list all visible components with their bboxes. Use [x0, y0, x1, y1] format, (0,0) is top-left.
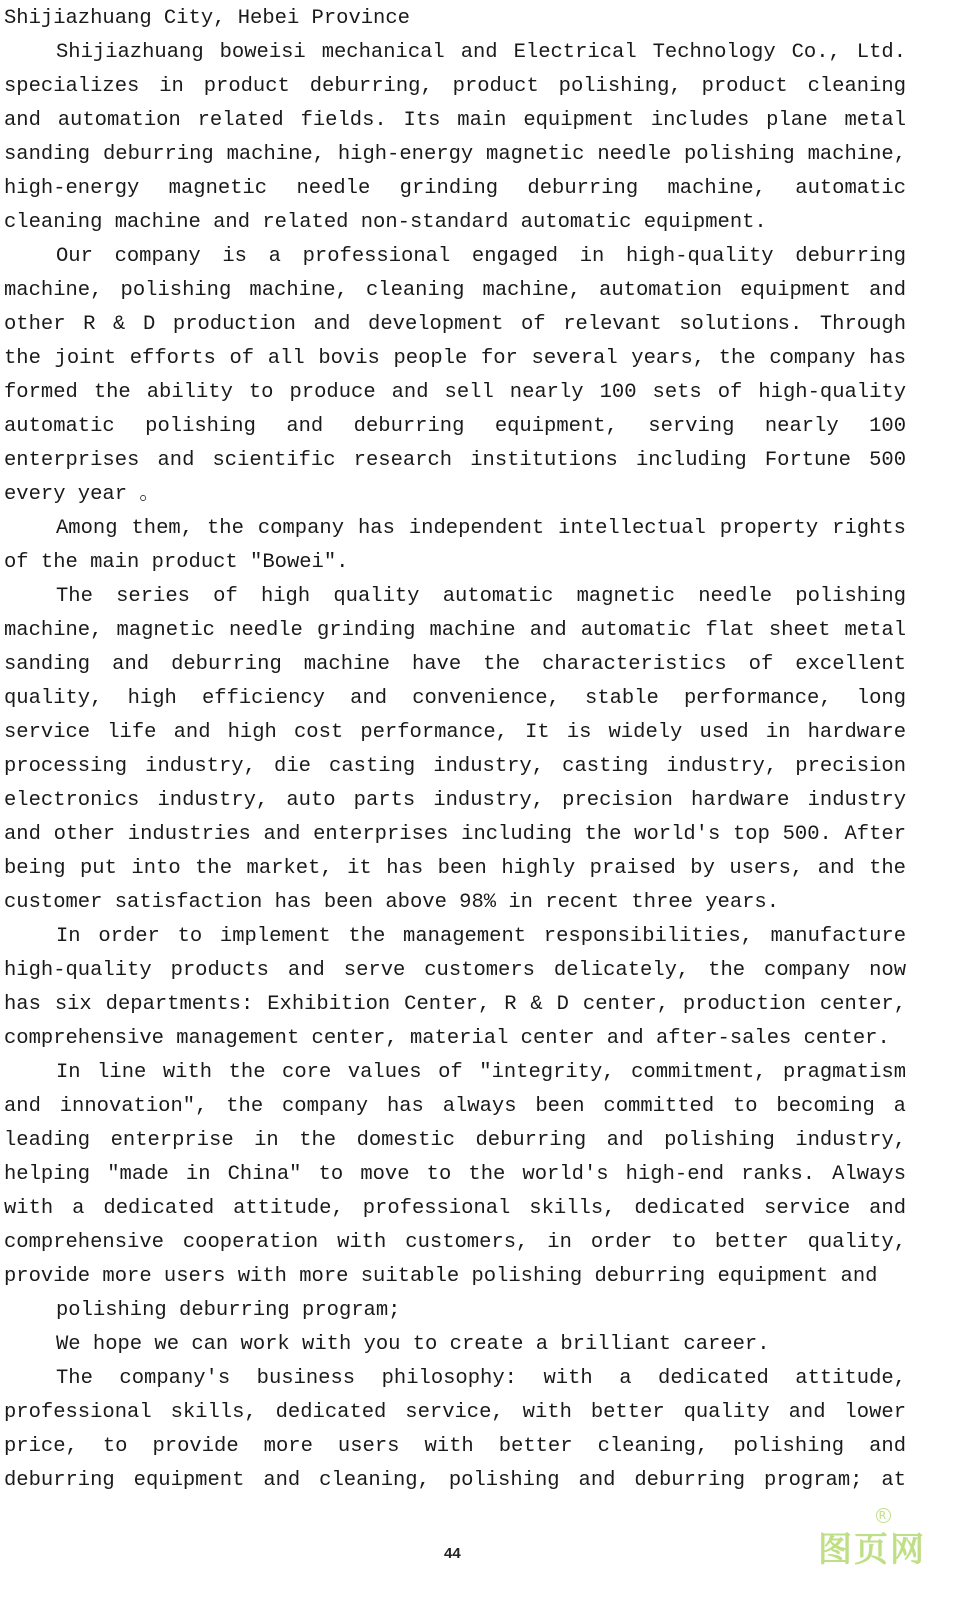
paragraph	[4, 920, 906, 1056]
paragraph	[4, 580, 906, 920]
text-line: In line with the core values of ″integrity, commitment, pragmatism	[56, 1061, 906, 1084]
text-line: of the main product ″Bowei″.	[4, 551, 349, 574]
text-line: In order to implement the management responsibilities, manufacture	[56, 925, 906, 948]
text-line: enterprises and scientific research institutions including Fortune 500	[4, 449, 906, 472]
text-line: and other industries and enterprises including the world's top 500. After	[4, 823, 906, 846]
text-line: processing industry, die casting industry, casting industry, precision	[4, 755, 906, 778]
text-line: has six departments: Exhibition Center, R & D center, production center,	[4, 993, 906, 1016]
paragraph	[4, 1056, 906, 1294]
text-line: service life and high cost performance, It is widely used in hardware	[4, 721, 906, 744]
text-line: The series of high quality automatic magnetic needle polishing	[56, 585, 906, 608]
text-line: We hope we can work with you to create a brilliant career.	[56, 1333, 770, 1356]
text-line: with a dedicated attitude, professional skills, dedicated service and	[4, 1197, 906, 1220]
text-line: specializes in product deburring, product polishing, product cleaning	[4, 75, 906, 98]
text-line: The company's business philosophy: with a dedicated attitude,	[56, 1367, 906, 1390]
text-line: professional skills, dedicated service, with better quality and lower	[4, 1401, 906, 1424]
page-number: 44	[444, 1545, 461, 1562]
paragraph	[4, 240, 906, 512]
text-line: machine, magnetic needle grinding machine and automatic flat sheet metal	[4, 619, 906, 642]
registered-mark: R	[876, 1508, 891, 1523]
text-line: price, to provide more users with better cleaning, polishing and	[4, 1435, 906, 1458]
text-line: being put into the market, it has been highly praised by users, and the	[4, 857, 906, 880]
paragraph	[4, 36, 906, 240]
text-line: helping ″made in China″ to move to the world's high-end ranks. Always	[4, 1163, 906, 1186]
paragraph	[4, 512, 906, 580]
text-line: and innovation″, the company has always been committed to becoming a	[4, 1095, 906, 1118]
text-line: leading enterprise in the domestic deburring and polishing industry,	[4, 1129, 906, 1152]
text-line: the joint efforts of all bovis people for several years, the company has	[4, 347, 906, 370]
paragraph	[4, 2, 906, 36]
text-line: cleaning machine and related non-standard automatic equipment.	[4, 211, 767, 234]
paragraph	[4, 1362, 906, 1498]
watermark-text: 图页网	[818, 1530, 926, 1570]
text-line: deburring equipment and cleaning, polishing and deburring program; at	[4, 1469, 906, 1492]
text-line: Shijiazhuang City, Hebei Province	[4, 7, 410, 30]
text-line: every year 。	[4, 483, 160, 506]
watermark-logo	[818, 1509, 926, 1571]
text-line: other R & D production and development of relevant solutions. Through	[4, 313, 906, 336]
text-line: polishing deburring program;	[56, 1299, 401, 1322]
text-line: comprehensive management center, material center and after-sales center.	[4, 1027, 890, 1050]
text-line: sanding deburring machine, high-energy magnetic needle polishing machine,	[4, 143, 906, 166]
text-line: quality, high efficiency and convenience, stable performance, long	[4, 687, 906, 710]
text-line: and automation related fields. Its main equipment includes plane metal	[4, 109, 906, 132]
text-line: high-quality products and serve customers delicately, the company now	[4, 959, 906, 982]
text-line: provide more users with more suitable polishing deburring equipment and	[4, 1265, 878, 1288]
text-line: formed the ability to produce and sell nearly 100 sets of high-quality	[4, 381, 906, 404]
text-line: customer satisfaction has been above 98% in recent three years.	[4, 891, 780, 914]
text-line: sanding and deburring machine have the characteristics of excellent	[4, 653, 906, 676]
paragraph	[4, 1328, 906, 1362]
paragraph	[4, 1294, 906, 1328]
text-line: Shijiazhuang boweisi mechanical and Electrical Technology Co., Ltd.	[56, 41, 906, 64]
text-line: machine, polishing machine, cleaning machine, automation equipment and	[4, 279, 906, 302]
text-line: Our company is a professional engaged in high-quality deburring	[56, 245, 906, 268]
text-line: automatic polishing and deburring equipment, serving nearly 100	[4, 415, 906, 438]
text-line: Among them, the company has independent intellectual property rights	[56, 517, 906, 540]
text-line: high-energy magnetic needle grinding deburring machine, automatic	[4, 177, 906, 200]
text-line: comprehensive cooperation with customers, in order to better quality,	[4, 1231, 906, 1254]
text-line: electronics industry, auto parts industry, precision hardware industry	[4, 789, 906, 812]
document-body	[4, 2, 906, 1498]
